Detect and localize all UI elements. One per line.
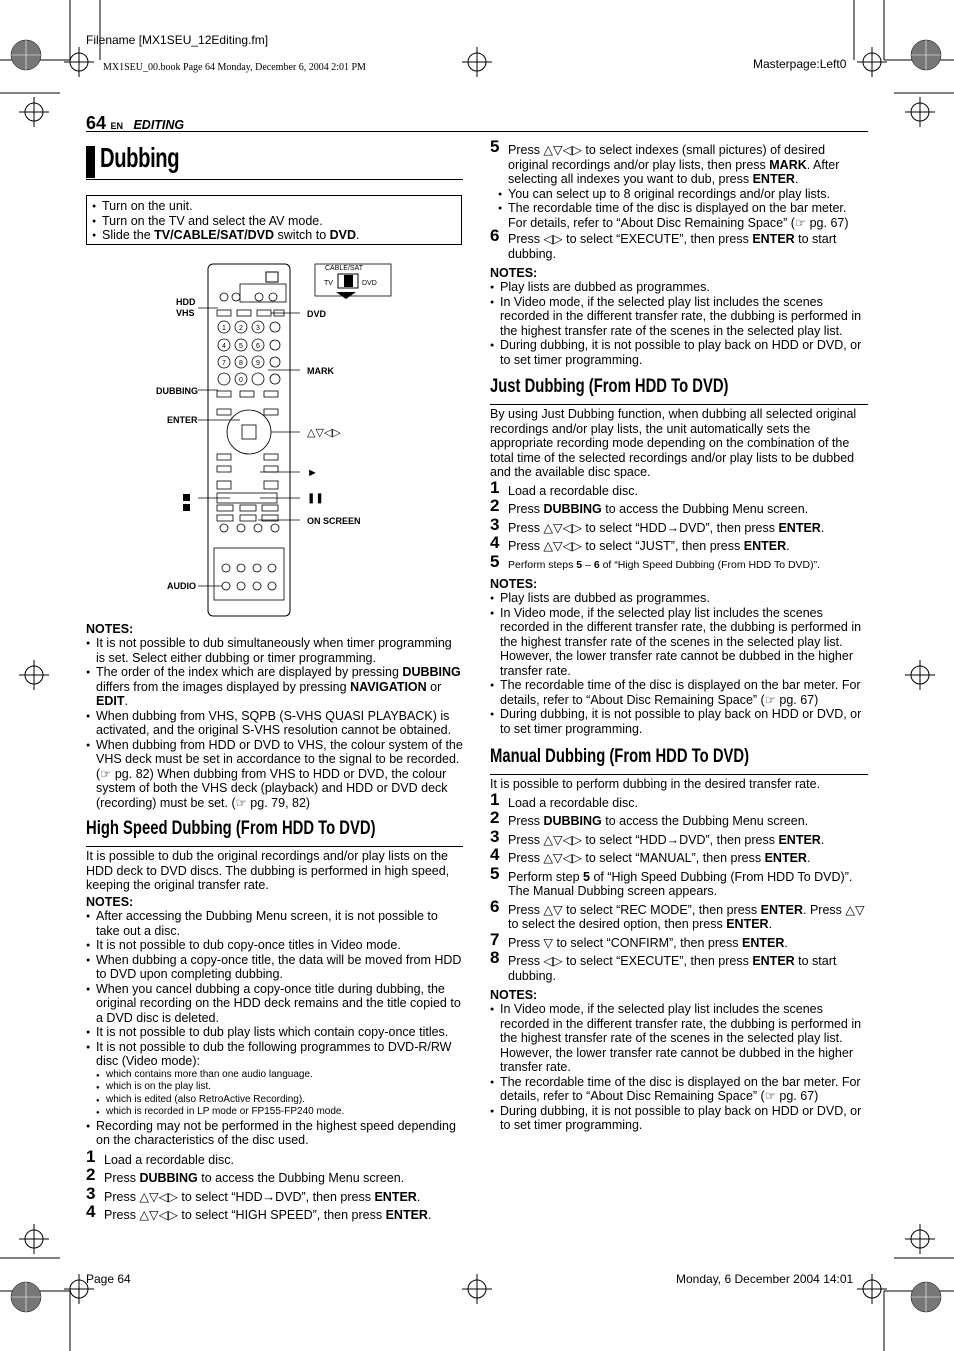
label-enter: ENTER — [167, 415, 198, 425]
note-item: ● During dubbing, it is not possible to play back on HDD or DVD, or to set timer programming. — [490, 338, 868, 367]
note-item: ● The recordable time of the disc is displayed on the bar meter. For details, refer to “About Disc Remaining Space” (☞ pg. 67) — [490, 1075, 868, 1104]
label-dvd: DVD — [307, 309, 327, 319]
high-speed-steps — [86, 1146, 463, 1223]
book-line: MX1SEU_00.book Page 64 Monday, December 6, 2004 2:01 PM — [103, 62, 366, 73]
sub-note-item: ● which is recorded in LP mode or FP155-FP240 mode. — [86, 1106, 463, 1119]
svg-text:5: 5 — [239, 343, 243, 350]
prep-item: ● Slide the TV/CABLE/SAT/DVD switch to DVD. — [92, 228, 456, 243]
note-item: ● It is not possible to dub play lists which contain copy-once titles. — [86, 1025, 463, 1040]
right-top — [490, 137, 868, 367]
note-item: ● It is not possible to dub the following programmes to DVD-R/RW disc (Video mode): — [86, 1040, 463, 1069]
step: 4 Press △▽◁▷ to select “MANUAL”, then press ENTER. — [490, 845, 811, 865]
label-arrows: △▽◁▷ — [307, 427, 341, 439]
note-item: ● The order of the index which are displayed by pressing DUBBING differs from the images displayed by pressing NAVIGATION or EDIT. — [86, 665, 463, 709]
step: 7 Press ▽ to select “CONFIRM”, then press ENTER. — [490, 929, 788, 950]
remote-control-illustration — [160, 258, 420, 623]
step: 5 Perform step 5 of “High Speed Dubbing (From HDD To DVD)”. The Manual Dubbing screen appears. — [490, 863, 853, 898]
notes-title: NOTES: — [86, 622, 134, 636]
footer-page: Page 64 — [86, 1272, 131, 1286]
label-audio: AUDIO — [167, 581, 196, 591]
notes-title: NOTES: — [86, 895, 134, 909]
notes-title: NOTES: — [490, 266, 538, 280]
step: 1 Load a recordable disc. — [490, 477, 638, 498]
label-tv: TV — [324, 280, 333, 287]
note-item: ● The recordable time of the disc is displayed on the bar meter. For details, refer to “About Disc Remaining Space” (☞ pg. 67) — [498, 201, 868, 230]
step: 4 Press △▽◁▷ to select “JUST”, then press ENTER. — [490, 533, 790, 553]
label-play: ► — [307, 467, 318, 479]
note-item: ● Recording may not be performed in the highest speed depending on the characteristics of the disc used. — [86, 1119, 463, 1148]
title-rule — [86, 179, 463, 180]
note-item: ● When you cancel dubbing a copy-once title during dubbing, the original recording on the HDD deck remains and the title copied to a DVD disc is deleted. — [86, 982, 463, 1026]
svg-text:0: 0 — [239, 377, 243, 384]
step: 5 Perform steps 5 – 6 of “High Speed Dubbing (From HDD To DVD)”. — [490, 551, 821, 571]
svg-text:3: 3 — [256, 325, 260, 332]
svg-text:7: 7 — [222, 360, 226, 367]
manual-heading: Manual Dubbing (From HDD To DVD) — [490, 746, 750, 767]
page-title: Dubbing — [100, 142, 180, 173]
prep-item: ● Turn on the unit. — [92, 199, 456, 214]
page-number: 64 — [86, 113, 107, 133]
note-item: ● In Video mode, if the selected play list includes the scenes recorded in the different transfer rate, the dubbing is performed in the highest transfer rate of the scenes in the selected play list. — [490, 295, 868, 339]
label-on-screen: ON SCREEN — [307, 516, 361, 526]
high-speed-heading: High Speed Dubbing (From HDD To DVD) — [86, 818, 376, 839]
section-label: EDITING — [133, 118, 185, 132]
label-hdd: HDD — [176, 297, 196, 307]
prep-box — [86, 195, 462, 245]
notes-title: NOTES: — [490, 577, 538, 591]
just-section — [490, 407, 868, 736]
prep-item: ● Turn on the TV and select the AV mode. — [92, 214, 456, 229]
step: 2 Press DUBBING to access the Dubbing Menu screen. — [490, 808, 809, 828]
label-dubbing: DUBBING — [156, 386, 198, 396]
svg-text:8: 8 — [239, 360, 243, 367]
note-item: ● In Video mode, if the selected play list includes the scenes recorded in the different transfer rate, the dubbing is performed in the highest transfer rate of the scenes in the selected play list. However, the lower transfer rate cannot be dubbed in the higher transfer rate. — [490, 606, 868, 679]
filename-label: Filename [MX1SEU_12Editing.fm] — [86, 33, 269, 47]
svg-text:1: 1 — [222, 325, 226, 332]
note-item: ● When dubbing from HDD or DVD to VHS, the colour system of the VHS deck must be set in accordance to the signal to be recorded. (☞ pg. 82) When dubbing from VHS to HDD or DVD, the colour system of both the VHS deck (playback) and HDD or DVD deck (recording) must be set. (☞ pg. 79, 82) — [86, 738, 463, 811]
sub-note-item: ● which is edited (also RetroActive Recording). — [86, 1094, 463, 1107]
note-item: ● The recordable time of the disc is displayed on the bar meter. For details, refer to “About Disc Remaining Space” (☞ pg. 67) — [490, 678, 868, 707]
note-item: ● Play lists are dubbed as programmes. — [490, 280, 868, 295]
note-item: ● After accessing the Dubbing Menu screen, it is not possible to take out a disc. — [86, 909, 463, 938]
step: 1 Load a recordable disc. — [490, 789, 638, 810]
just-intro: By using Just Dubbing function, when dubbing all selected original recordings and/or play lists, the unit automatically sets the appropriate recording mode depending on the combination of the total time of the selected recordings and/or play lists to be dubbed and the available disc space. — [490, 407, 857, 479]
sub-note-item: ● which is on the play list. — [86, 1081, 463, 1094]
just-heading: Just Dubbing (From HDD To DVD) — [490, 376, 729, 397]
high-speed-notes — [86, 895, 463, 1223]
manual-intro: It is possible to perform dubbing in the desired transfer rate. — [490, 777, 821, 791]
manual-section — [490, 777, 868, 1133]
just-heading-box — [490, 376, 868, 405]
note-item: ● Play lists are dubbed as programmes. — [490, 591, 868, 606]
note-item: ● It is not possible to dub simultaneously when timer programming is set. Select either dubbing or timer programming. — [86, 636, 463, 665]
note-item: ● It is not possible to dub copy-once titles in Video mode. — [86, 938, 463, 953]
manual-heading-box — [490, 746, 868, 775]
step: 2 Press DUBBING to access the Dubbing Menu screen. — [490, 496, 809, 516]
svg-text:2: 2 — [239, 325, 243, 332]
note-item: ● In Video mode, if the selected play list includes the scenes recorded in the different transfer rate, the dubbing is performed in the highest transfer rate of the scenes in the selected play list. However, the lower transfer rate cannot be dubbed in the higher transfer rate. — [490, 1002, 868, 1075]
svg-text:6: 6 — [256, 343, 260, 350]
step: 4 Press △▽◁▷ to select “HIGH SPEED”, then press ENTER. — [86, 1202, 432, 1222]
svg-text:9: 9 — [256, 360, 260, 367]
note-item: ● When dubbing from VHS, SQPB (S-VHS QUASI PLAYBACK) is activated, and the original S-VHS resolution cannot be obtained. — [86, 709, 463, 738]
masterpage-label: Masterpage:Left0 — [753, 57, 847, 71]
step: 2 Press DUBBING to access the Dubbing Menu screen. — [86, 1165, 405, 1185]
left-notes — [86, 622, 463, 810]
step: 6 Press △▽ to select “REC MODE”, then press ENTER. Press △▽ to select the desired option, then press ENTER. — [490, 896, 865, 931]
note-item: ● During dubbing, it is not possible to play back on HDD or DVD, or to set timer programming. — [490, 1104, 868, 1133]
title-bar-marker — [86, 146, 95, 178]
high-speed-intro: It is possible to dub the original recordings and/or play lists on the HDD deck to DVD discs. The dubbing is performed in high speed, keeping the original transfer rate. — [86, 849, 450, 892]
step: 1 Load a recordable disc. — [86, 1146, 234, 1167]
label-vhs: VHS — [176, 308, 195, 318]
label-mark: MARK — [307, 366, 334, 376]
sub-note-item: ● which contains more than one audio language. — [86, 1069, 463, 1082]
label-cable-sat: CABLE/SAT — [325, 265, 363, 272]
notes-title: NOTES: — [490, 988, 538, 1002]
running-header — [86, 113, 868, 132]
page-lang: EN — [110, 121, 123, 131]
note-item: ● During dubbing, it is not possible to play back on HDD or DVD, or to set timer programming. — [490, 707, 868, 736]
svg-text:4: 4 — [222, 343, 226, 350]
step: 3 Press △▽◁▷ to select “HDD→DVD”, then press ENTER. — [86, 1183, 421, 1204]
step: 3 Press △▽◁▷ to select “HDD→DVD”, then press ENTER. — [490, 826, 825, 847]
label-dvd-switch: DVD — [362, 280, 377, 287]
step: 3 Press △▽◁▷ to select “HDD→DVD”, then press ENTER. — [490, 514, 825, 535]
step: 5 Press △▽◁▷ to select indexes (small pictures) of desired original recordings and/or play lists, then press MARK. After selecting all indexes you want to dub, press ENTER. — [490, 137, 840, 186]
note-item: ● When dubbing a copy-once title, the data will be moved from HDD to DVD upon completing dubbing. — [86, 953, 463, 982]
footer-date: Monday, 6 December 2004 14:01 — [676, 1272, 854, 1286]
step: 6 Press ◁▷ to select “EXECUTE”, then press ENTER to start dubbing. — [490, 226, 837, 261]
note-item: ● You can select up to 8 original recordings and/or play lists. — [498, 187, 868, 202]
label-pause: ❚❚ — [307, 493, 324, 504]
step: 8 Press ◁▷ to select “EXECUTE”, then press ENTER to start dubbing. — [490, 948, 837, 983]
high-speed-heading-box — [86, 818, 463, 847]
